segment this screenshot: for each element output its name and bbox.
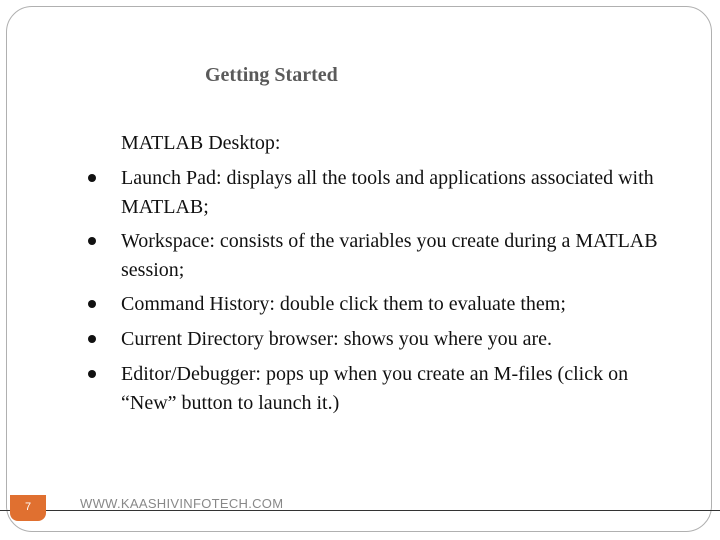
bullet-dot-icon [88,335,96,343]
list-item [121,227,681,285]
page-number: 7 [24,501,32,513]
bullet-dot-icon [88,174,96,182]
slide-subheading: MATLAB Desktop: [121,132,281,154]
list-item-text: Command History: double click them to evaluate them; [121,293,566,315]
list-item [121,290,681,319]
bullet-dot-icon [88,237,96,245]
bullet-dot-icon [88,300,96,308]
list-item-text: Workspace: consists of the variables you create during a MATLAB session; [121,230,658,281]
list-item-text: Launch Pad: displays all the tools and applications associated with MATLAB; [121,167,654,218]
bullet-dot-icon [88,370,96,378]
slide-title: Getting Started [205,64,338,86]
list-item [121,360,681,418]
list-item [121,164,681,222]
list-item [121,325,681,354]
list-item-text: Editor/Debugger: pops up when you create an M-files (click on “New” button to launch it.) [121,363,629,414]
footer-website: WWW.KAASHIVINFOTECH.COM [80,496,284,511]
page-number-badge [10,495,46,521]
list-item-text: Current Directory browser: shows you where you are. [121,328,552,350]
